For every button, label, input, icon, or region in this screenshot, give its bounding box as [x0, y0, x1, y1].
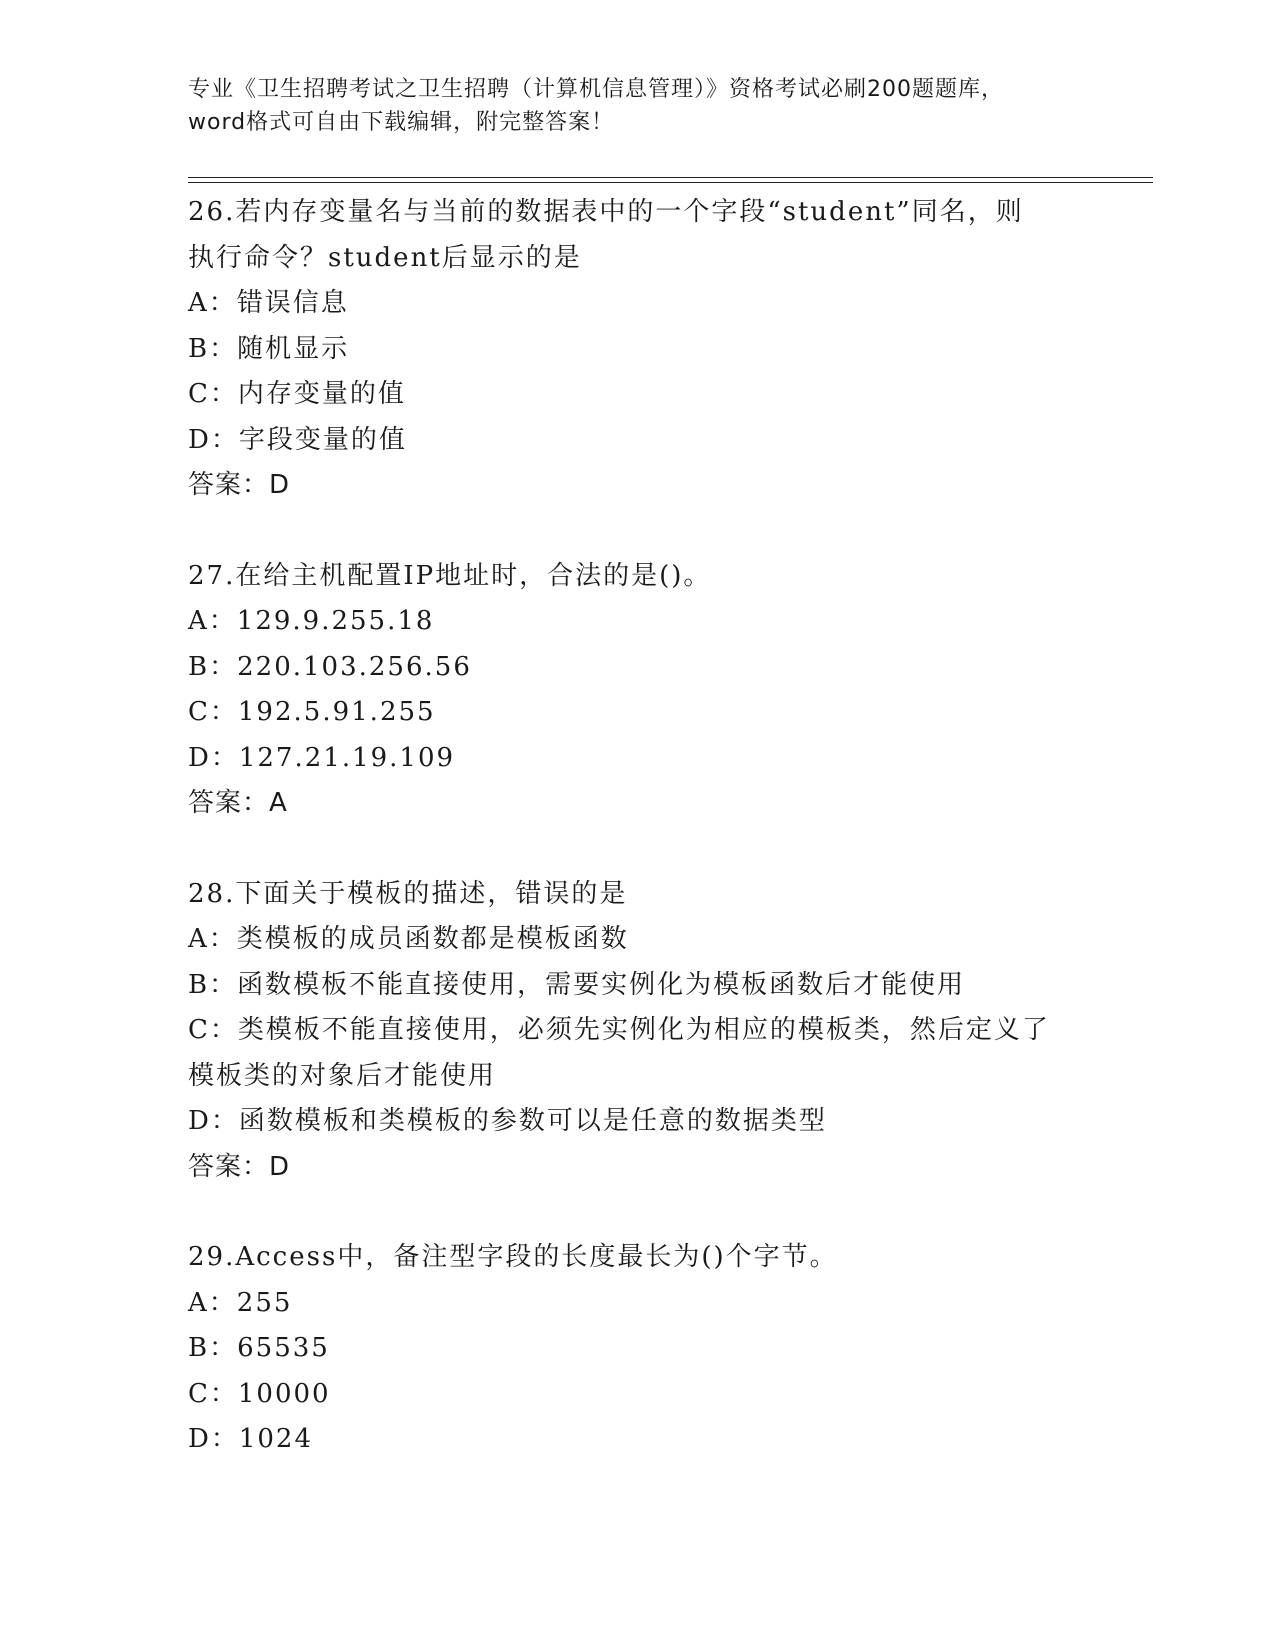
option-b: B：65535	[188, 1333, 330, 1363]
option-b: B：220.103.256.56	[188, 651, 472, 682]
header-line-1: 专业《卫生招聘考试之卫生招聘（计算机信息管理）》资格考试必刷200题题库，	[188, 77, 1004, 102]
answer: 答案：A	[188, 788, 288, 818]
option-c: C：类模板不能直接使用，必须先实例化为相应的模板类，然后定义了	[188, 1015, 1050, 1045]
option-d: D：1024	[188, 1424, 314, 1454]
header-divider-bottom	[188, 182, 1153, 183]
question-29	[188, 1235, 1068, 1463]
question-26	[188, 190, 1068, 509]
question-stem: 26.若内存变量名与当前的数据表中的一个字段“student”同名，则	[188, 197, 1024, 227]
option-c: C：192.5.91.255	[188, 697, 436, 727]
document-header	[188, 73, 1088, 139]
question-28	[188, 872, 1068, 1191]
answer: 答案：D	[188, 1151, 291, 1182]
header-line-2: word格式可自由下载编辑，附完整答案！	[188, 110, 615, 135]
option-d: D：字段变量的值	[188, 424, 407, 455]
question-stem: 29.Access中，备注型字段的长度最长为()个字节。	[188, 1242, 838, 1272]
question-stem: 28.下面关于模板的描述，错误的是	[188, 878, 628, 909]
option-a: A：255	[188, 1287, 293, 1318]
question-list	[188, 190, 1068, 1508]
question-stem: 27.在给主机配置IP地址时，合法的是()。	[188, 560, 712, 591]
header-divider-top	[188, 177, 1153, 178]
answer: 答案：D	[188, 470, 291, 500]
option-c: C：10000	[188, 1378, 331, 1409]
option-b: B：随机显示	[188, 333, 350, 364]
question-stem: 执行命令？student后显示的是	[188, 242, 582, 273]
question-27	[188, 554, 1068, 827]
option-c-continued: 模板类的对象后才能使用	[188, 1060, 497, 1091]
option-d: D：函数模板和类模板的参数可以是任意的数据类型	[188, 1106, 827, 1136]
option-b: B：函数模板不能直接使用，需要实例化为模板函数后才能使用	[188, 969, 966, 1000]
option-a: A：129.9.255.18	[188, 606, 435, 636]
option-a: A：错误信息	[188, 288, 349, 318]
option-d: D：127.21.19.109	[188, 742, 456, 773]
option-a: A：类模板的成员函数都是模板函数	[188, 924, 629, 954]
option-c: C：内存变量的值	[188, 379, 406, 409]
